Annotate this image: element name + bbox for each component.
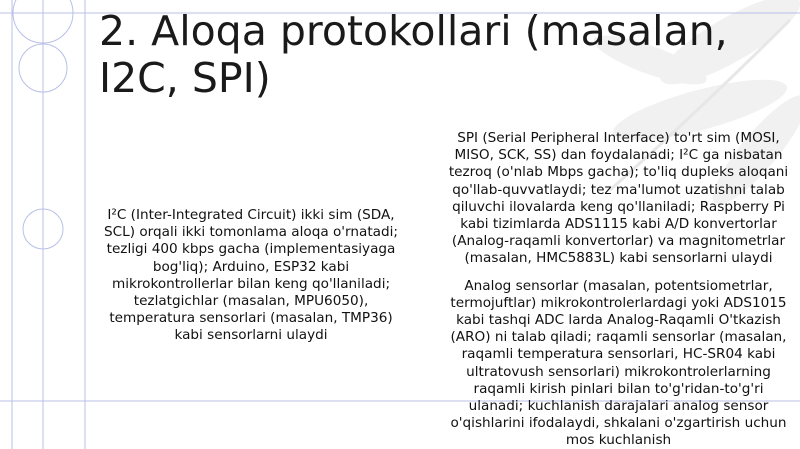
analog-sensors-paragraph: Analog sensorlar (masalan, potentsiometrlar, termojuftlar) mikrokontrolerlardagi yoki ADS1015 kabi tashqi ADC larda Analog-Raqamli O'tkazish (ARO) ni talab qiladi; raqamli sensorlar (masalan, raqamli temperatura sensorlari, HC-SR04 kabi ultratovush sensorlari) mikrokontrolerlarning raqamli kirish pinlari bilan to'g'ridan-to'g'ri ulanadi; kuchlanish darajalari analog sensor o'qishlarini ifodalaydi, shkalani o'zgartirish uchun mos kuchlanish <box>450 277 787 449</box>
spi-paragraph: SPI (Serial Peripheral Interface) to'rt sim (MOSI, MISO, SCK, SS) dan foydalanadi; I²C ga nisbatan tezroq (o'nlab Mbps gacha); to'liq dupleks aloqani qo'llab-quvvatlaydi; tez ma'lumot uzatishni talab qiluvchi ilovalarda keng qo'llaniladi; Raspberry Pi kabi tizimlarda ADS1115 kabi A/D konvertorlar (Analog-raqamli konvertorlar) va magnitometrlar (masalan, HMC5883L) kabi sensorlarni ulaydi <box>448 130 789 267</box>
slide-title: 2. Aloqa protokollari (masalan, I2C, SPI) <box>99 7 728 102</box>
right-text-column <box>446 130 791 449</box>
i2c-paragraph: I²C (Inter-Integrated Circuit) ikki sim (SDA, SCL) orqali ikki tomonlama aloqa o'rnatadi; tezligi 400 kbps gacha (implementasiyaga bog'liq); Arduino, ESP32 kabi mikrokontrollerlar bilan keng qo'llaniladi; tezlatgichlar (masalan, MPU6050), temperatura sensorlari (masalan, TMP36) kabi sensorlarni ulaydi <box>104 207 398 344</box>
left-text-column <box>96 207 406 355</box>
